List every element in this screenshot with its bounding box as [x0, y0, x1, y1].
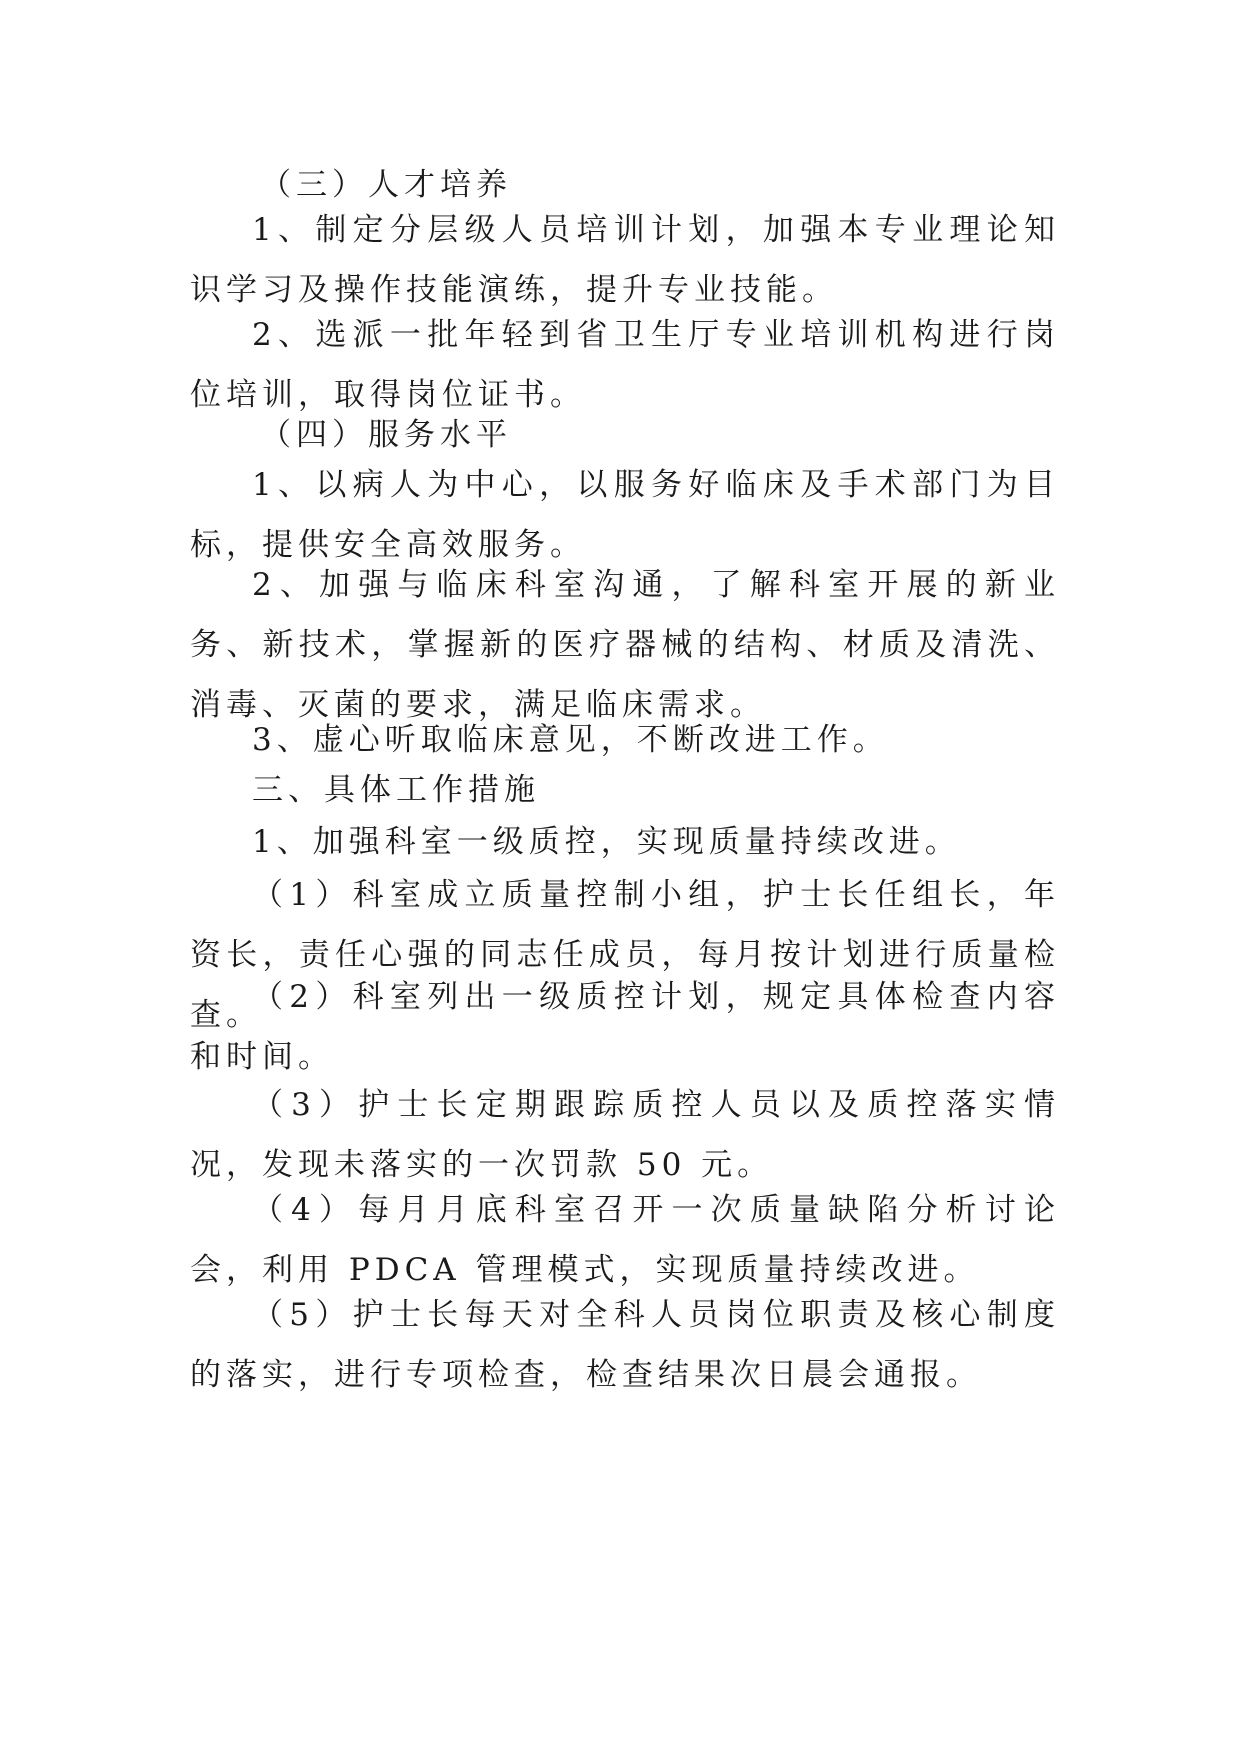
paragraph-item-3: （3）护士长定期跟踪质控人员以及质控落实情况，发现未落实的一次罚款 50 元。 [190, 1087, 1060, 1183]
paragraph-patient-centered: 1、以病人为中心，以服务好临床及手术部门为目标，提供安全高效服务。 [190, 467, 1060, 563]
paragraph-item-1: （1）科室成立质量控制小组，护士长任组长，年资长，责任心强的同志任成员，每月按计划进行质量检查。 [190, 877, 1060, 1033]
paragraph-item-4: （4）每月月底科室召开一次质量缺陷分析讨论会，利用 PDCA 管理模式，实现质量持续改进。 [190, 1192, 1060, 1288]
paragraph-clinical-communication: 2、加强与临床科室沟通，了解科室开展的新业务、新技术，掌握新的医疗器械的结构、材质及清洗、消毒、灭菌的要求，满足临床需求。 [190, 567, 1060, 723]
paragraph-listen-opinions: 3、虚心听取临床意见，不断改进工作。 [252, 722, 889, 758]
section-heading-work-measures: 三、具体工作措施 [252, 772, 540, 808]
paragraph-post-training: 2、选派一批年轻到省卫生厅专业培训机构进行岗位培训，取得岗位证书。 [190, 317, 1060, 413]
paragraph-item-2: （2）科室列出一级质控计划，规定具体检查内容和时间。 [190, 979, 1060, 1075]
paragraph-quality-control: 1、加强科室一级质控，实现质量持续改进。 [252, 824, 961, 860]
paragraph-item-5: （5）护士长每天对全科人员岗位职责及核心制度的落实，进行专项检查，检查结果次日晨会通报。 [190, 1297, 1060, 1393]
section-heading-service-level: （四）服务水平 [260, 417, 512, 453]
section-heading-talent-training: （三）人才培养 [260, 167, 512, 203]
paragraph-training-plan: 1、制定分层级人员培训计划，加强本专业理论知识学习及操作技能演练，提升专业技能。 [190, 212, 1060, 308]
